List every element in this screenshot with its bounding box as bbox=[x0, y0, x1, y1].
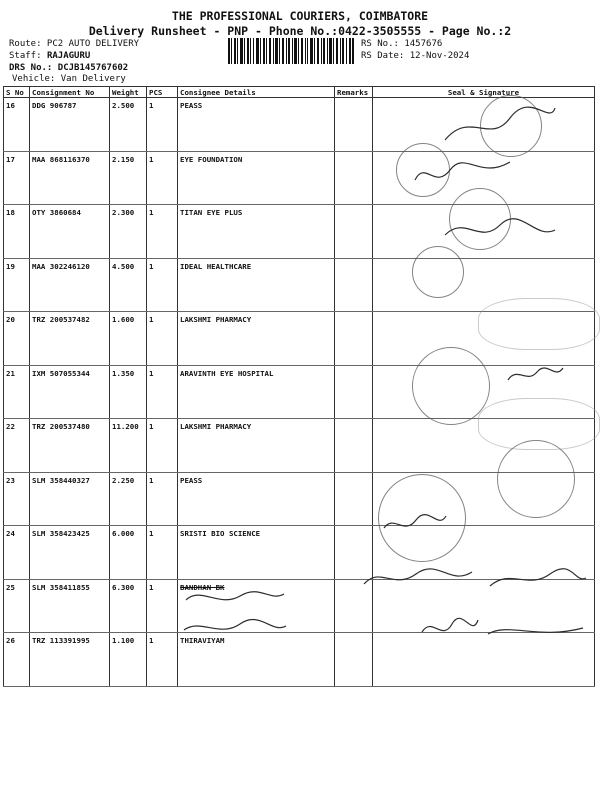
signature-row26 bbox=[418, 612, 588, 646]
cell-consignee: LAKSHMI PHARMACY bbox=[178, 419, 335, 473]
cell-sno: 26 bbox=[4, 633, 30, 687]
cell-weight: 4.500 bbox=[110, 258, 147, 312]
cell-weight: 2.150 bbox=[110, 151, 147, 205]
cell-remarks bbox=[335, 151, 373, 205]
cell-remarks bbox=[335, 312, 373, 366]
signature-row25 bbox=[360, 560, 590, 596]
cell-consignment: IXM 507055344 bbox=[30, 365, 110, 419]
cell-remarks bbox=[335, 419, 373, 473]
staff-line bbox=[9, 51, 90, 61]
cell-weight: 1.100 bbox=[110, 633, 147, 687]
cell-pcs: 1 bbox=[147, 472, 178, 526]
cell-sno: 20 bbox=[4, 312, 30, 366]
stamp-pharmacy-row20 bbox=[478, 298, 600, 350]
col-weight-header: Weight bbox=[110, 87, 147, 98]
cell-consignee: IDEAL HEALTHCARE bbox=[178, 258, 335, 312]
cell-consignee: SRISTI BIO SCIENCE bbox=[178, 526, 335, 580]
cell-remarks bbox=[335, 258, 373, 312]
cell-remarks bbox=[335, 472, 373, 526]
cell-pcs: 1 bbox=[147, 258, 178, 312]
cell-sno: 18 bbox=[4, 205, 30, 259]
cell-pcs: 1 bbox=[147, 312, 178, 366]
cell-pcs: 1 bbox=[147, 98, 178, 152]
cell-sno: 22 bbox=[4, 419, 30, 473]
drs-line bbox=[9, 63, 128, 73]
cell-weight: 6.300 bbox=[110, 579, 147, 633]
cell-consignment: TRZ 200537480 bbox=[30, 419, 110, 473]
col-consignee-header: Consignee Details bbox=[178, 87, 335, 98]
cell-consignee: EYE FOUNDATION bbox=[178, 151, 335, 205]
rs-number: RS No.: 1457676 bbox=[361, 39, 443, 49]
col-consignment-header: Consignment No bbox=[30, 87, 110, 98]
cell-remarks bbox=[335, 98, 373, 152]
cell-consignment: OTY 3860684 bbox=[30, 205, 110, 259]
cell-consignment: MAA 868116370 bbox=[30, 151, 110, 205]
cell-remarks bbox=[335, 365, 373, 419]
cell-consignment: SLM 358423425 bbox=[30, 526, 110, 580]
cell-consignee: PEASS bbox=[178, 98, 335, 152]
cell-pcs: 1 bbox=[147, 365, 178, 419]
signature-row21 bbox=[505, 362, 565, 387]
cell-sno: 21 bbox=[4, 365, 30, 419]
vehicle-line: Vehicle: Van Delivery bbox=[12, 74, 126, 84]
cell-consignment: MAA 302246120 bbox=[30, 258, 110, 312]
cell-weight: 11.200 bbox=[110, 419, 147, 473]
drs-label: DRS No.: bbox=[9, 63, 58, 73]
cell-pcs: 1 bbox=[147, 151, 178, 205]
col-seal-header: Seal & Signature bbox=[373, 87, 595, 98]
handwriting-consignee-25-26 bbox=[180, 584, 290, 640]
cell-consignee: PEASS bbox=[178, 472, 335, 526]
cell-sno: 23 bbox=[4, 472, 30, 526]
cell-sno: 16 bbox=[4, 98, 30, 152]
rs-date: RS Date: 12-Nov-2024 bbox=[361, 51, 470, 61]
cell-consignee: BANDHAN BK bbox=[178, 579, 335, 633]
col-pcs-header: PCS bbox=[147, 87, 178, 98]
cell-consignment: TRZ 113391995 bbox=[30, 633, 110, 687]
cell-pcs: 1 bbox=[147, 419, 178, 473]
cell-pcs: 1 bbox=[147, 633, 178, 687]
staff-label: Staff: bbox=[9, 51, 47, 61]
drs-number: DCJB145767602 bbox=[57, 63, 129, 73]
cell-remarks bbox=[335, 205, 373, 259]
cell-pcs: 1 bbox=[147, 579, 178, 633]
cell-consignment: SLM 358411855 bbox=[30, 579, 110, 633]
document-subtitle: Delivery Runsheet - PNP - Phone No.:0422-3505555 - Page No.:2 bbox=[88, 24, 512, 38]
cell-remarks bbox=[335, 633, 373, 687]
cell-pcs: 1 bbox=[147, 205, 178, 259]
cell-consignee: ARAVINTH EYE HOSPITAL bbox=[178, 365, 335, 419]
barcode-image bbox=[228, 38, 354, 64]
cell-weight: 1.350 bbox=[110, 365, 147, 419]
cell-sno: 17 bbox=[4, 151, 30, 205]
cell-pcs: 1 bbox=[147, 526, 178, 580]
cell-consignee: LAKSHMI PHARMACY bbox=[178, 312, 335, 366]
cell-sno: 19 bbox=[4, 258, 30, 312]
signature-row18 bbox=[440, 210, 560, 250]
route-line: Route: PC2 AUTO DELIVERY bbox=[9, 39, 140, 49]
cell-consignment: TRZ 200537482 bbox=[30, 312, 110, 366]
cell-consignee: TITAN EYE PLUS bbox=[178, 205, 335, 259]
cell-sno: 24 bbox=[4, 526, 30, 580]
stamp-seal-row19 bbox=[412, 246, 464, 298]
cell-weight: 6.000 bbox=[110, 526, 147, 580]
cell-weight: 2.250 bbox=[110, 472, 147, 526]
stamp-seal-row23 bbox=[497, 440, 575, 518]
col-remarks-header: Remarks bbox=[335, 87, 373, 98]
document-title: THE PROFESSIONAL COURIERS, COIMBATORE bbox=[171, 9, 429, 23]
signature-row24 bbox=[380, 508, 450, 538]
col-sno-header: S No bbox=[4, 87, 30, 98]
cell-consignment: DDG 906787 bbox=[30, 98, 110, 152]
staff-name: RAJAGURU bbox=[46, 51, 91, 61]
cell-consignee: THIRAVIYAM bbox=[178, 633, 335, 687]
signature-row16 bbox=[440, 100, 560, 150]
cell-weight: 2.300 bbox=[110, 205, 147, 259]
cell-weight: 1.600 bbox=[110, 312, 147, 366]
cell-consignment: SLM 358440327 bbox=[30, 472, 110, 526]
signature-row17 bbox=[410, 150, 520, 195]
cell-weight: 2.500 bbox=[110, 98, 147, 152]
cell-sno: 25 bbox=[4, 579, 30, 633]
